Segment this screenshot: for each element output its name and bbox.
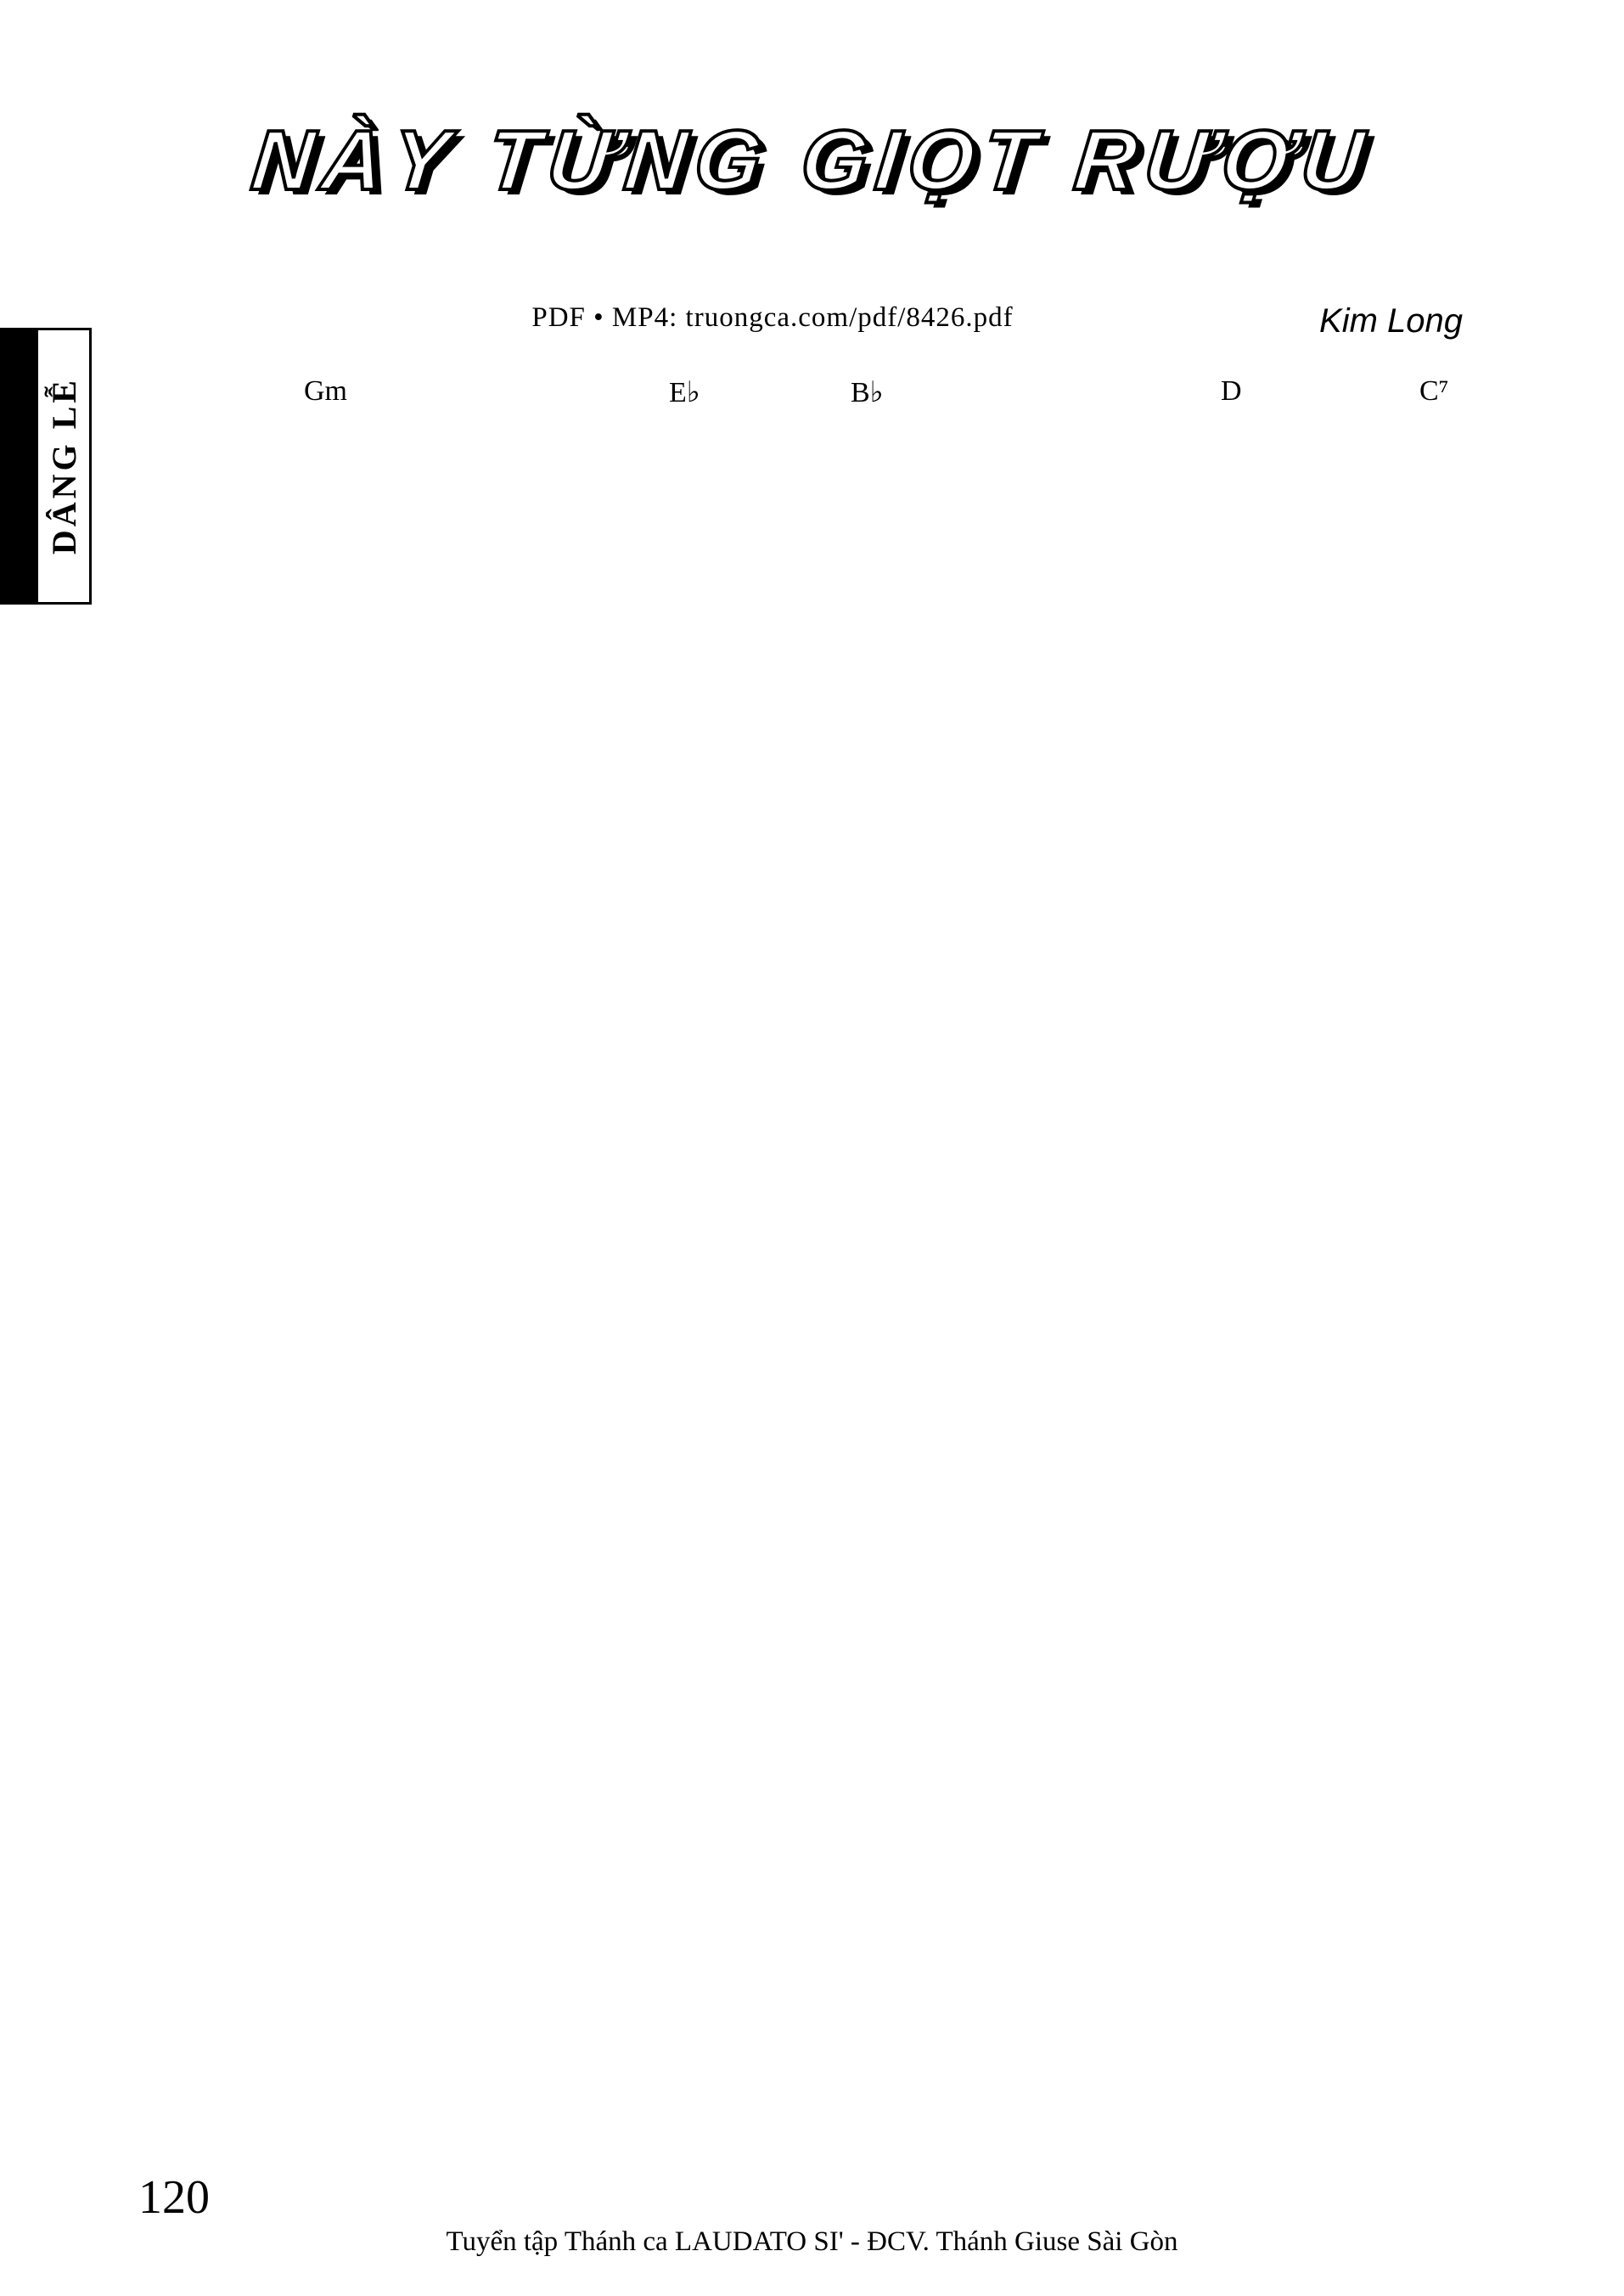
chord-label: D bbox=[1221, 375, 1242, 407]
composer-name: Kim Long bbox=[1319, 302, 1463, 340]
song-title: NÀY TỪNG GIỌT RƯỢU bbox=[247, 113, 1377, 208]
chord-label: B♭ bbox=[851, 377, 884, 408]
chord-label: Gm bbox=[304, 375, 347, 407]
chord-label: C⁷ bbox=[1419, 375, 1449, 407]
chord-label: E♭ bbox=[669, 377, 700, 408]
page-number: 120 bbox=[138, 2171, 210, 2224]
book-footer: Tuyển tập Thánh ca LAUDATO SI' - ĐCV. Thánh Giuse Sài Gòn bbox=[446, 2226, 1178, 2257]
sidebar-black-bar bbox=[0, 328, 36, 605]
pdf-link-line: PDF • MP4: truongca.com/pdf/8426.pdf bbox=[531, 302, 1014, 333]
section-tab-label: DÂNG LỄ bbox=[44, 377, 83, 555]
section-tab bbox=[36, 328, 92, 605]
